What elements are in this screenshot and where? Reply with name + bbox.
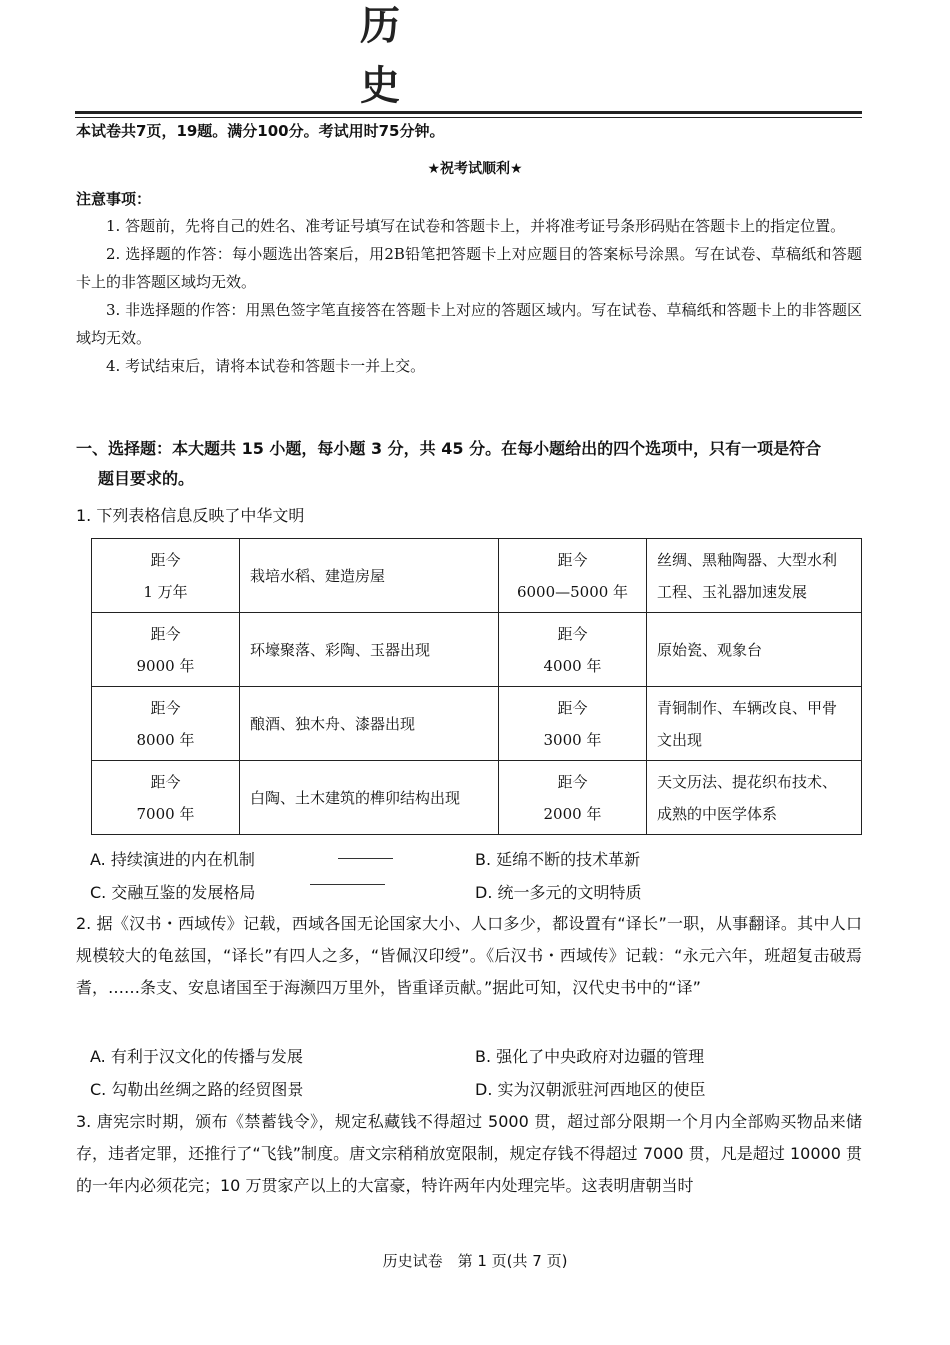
question-2-options <box>90 1039 860 1105</box>
era-cell: 距今 8000 年 <box>92 687 240 761</box>
table-row <box>92 687 862 761</box>
civilization-table <box>91 538 862 835</box>
desc-cell: 丝绸、黑釉陶器、大型水利工程、玉礼器加速发展 <box>647 539 862 613</box>
table-row <box>92 613 862 687</box>
option-c[interactable]: C. 交融互鉴的发展格局 <box>90 883 256 902</box>
era-cell: 距今 4000 年 <box>499 613 647 687</box>
era-cell: 距今 6000—5000 年 <box>499 539 647 613</box>
question-1-options <box>90 842 860 908</box>
table-row <box>92 761 862 835</box>
notice-item: 3. 非选择题的作答：用黑色签字笔直接答在答题卡上对应的答题区域内。写在试卷、草稿纸和答题卡上的非答题区域均无效。 <box>76 301 862 347</box>
desc-cell: 白陶、土木建筑的榫卯结构出现 <box>240 761 499 835</box>
header-rule <box>75 111 862 114</box>
exam-wish: ★祝考试顺利★ <box>427 161 523 177</box>
desc-cell: 天文历法、提花织布技术、成熟的中医学体系 <box>647 761 862 835</box>
era-cell: 距今 2000 年 <box>499 761 647 835</box>
pencil-mark <box>338 858 393 859</box>
header-rule-thin <box>75 117 862 118</box>
desc-cell: 环壕聚落、彩陶、玉器出现 <box>240 613 499 687</box>
notice-list <box>76 212 862 380</box>
option-b[interactable]: B. 强化了中央政府对边疆的管理 <box>475 1047 705 1066</box>
question-3-stem: 3. 唐宪宗时期，颁布《禁蓄钱令》，规定私藏钱不得超过 5000 贯，超过部分限期一个月内全部购买物品来储存，违者定罪，还推行了“飞钱”制度。唐文宗稍稍放宽限制，规定存钱不得超过 7000 贯，凡是超过 10000 贯的一年内必须花完；10 万贯家产以上的大富豪，特许两年内处理完毕。这表明唐朝当时 <box>76 1112 862 1195</box>
pencil-mark <box>310 884 385 885</box>
desc-cell: 栽培水稻、建造房屋 <box>240 539 499 613</box>
notice-heading: 注意事项： <box>76 190 152 208</box>
option-d[interactable]: D. 实为汉朝派驻河西地区的使臣 <box>475 1080 706 1099</box>
era-cell: 距今 1 万年 <box>92 539 240 613</box>
desc-cell: 酿酒、独木舟、漆器出现 <box>240 687 499 761</box>
section-line-2: 题目要求的。 <box>98 469 195 488</box>
option-a[interactable]: A. 有利于汉文化的传播与发展 <box>90 1047 303 1066</box>
desc-cell: 青铜制作、车辆改良、甲骨文出现 <box>647 687 862 761</box>
section-line-1: 一、选择题：本大题共 15 小题，每小题 3 分，共 45 分。在每小题给出的四个选项中，只有一项是符合 <box>76 439 822 458</box>
option-d[interactable]: D. 统一多元的文明特质 <box>475 883 642 902</box>
table-row <box>92 539 862 613</box>
question-2-stem: 2. 据《汉书・西域传》记载，西域各国无论国家大小、人口多少，都设置有“译长”一职，从事翻译。其中人口规模较大的龟兹国，“译长”有四人之多，“皆佩汉印绶”。《后汉书・西域传》记载：“永元六年，班超复击破焉耆，……条支、安息诸国至于海濒四万里外，皆重译贡献。”据此可知，汉代史书中的“译” <box>76 914 862 997</box>
page-footer: 历史试卷 第 1 页(共 7 页) <box>382 1252 568 1270</box>
option-b[interactable]: B. 延绵不断的技术革新 <box>475 850 641 869</box>
notice-item: 1. 答题前，先将自己的姓名、准考证号填写在试卷和答题卡上，并将准考证号条形码贴在答题卡上的指定位置。 <box>106 217 846 235</box>
era-cell: 距今 7000 年 <box>92 761 240 835</box>
option-c[interactable]: C. 勾勒出丝绸之路的经贸图景 <box>90 1080 304 1099</box>
era-cell: 距今 3000 年 <box>499 687 647 761</box>
notice-item: 2. 选择题的作答：每小题选出答案后，用2B铅笔把答题卡上对应题目的答案标号涂黑。写在试卷、草稿纸和答题卡上的非答题区域均无效。 <box>76 245 862 291</box>
notice-item: 4. 考试结束后，请将本试卷和答题卡一并上交。 <box>106 357 426 375</box>
era-cell: 距今 9000 年 <box>92 613 240 687</box>
exam-info: 本试卷共7页，19题。满分100分。考试用时75分钟。 <box>76 122 445 140</box>
option-a[interactable]: A. 持续演进的内在机制 <box>90 850 255 869</box>
section-heading <box>76 434 862 494</box>
desc-cell: 原始瓷、观象台 <box>647 613 862 687</box>
question-1-stem: 1. 下列表格信息反映了中华文明 <box>76 506 305 525</box>
page-title: 历 史 <box>360 2 460 109</box>
